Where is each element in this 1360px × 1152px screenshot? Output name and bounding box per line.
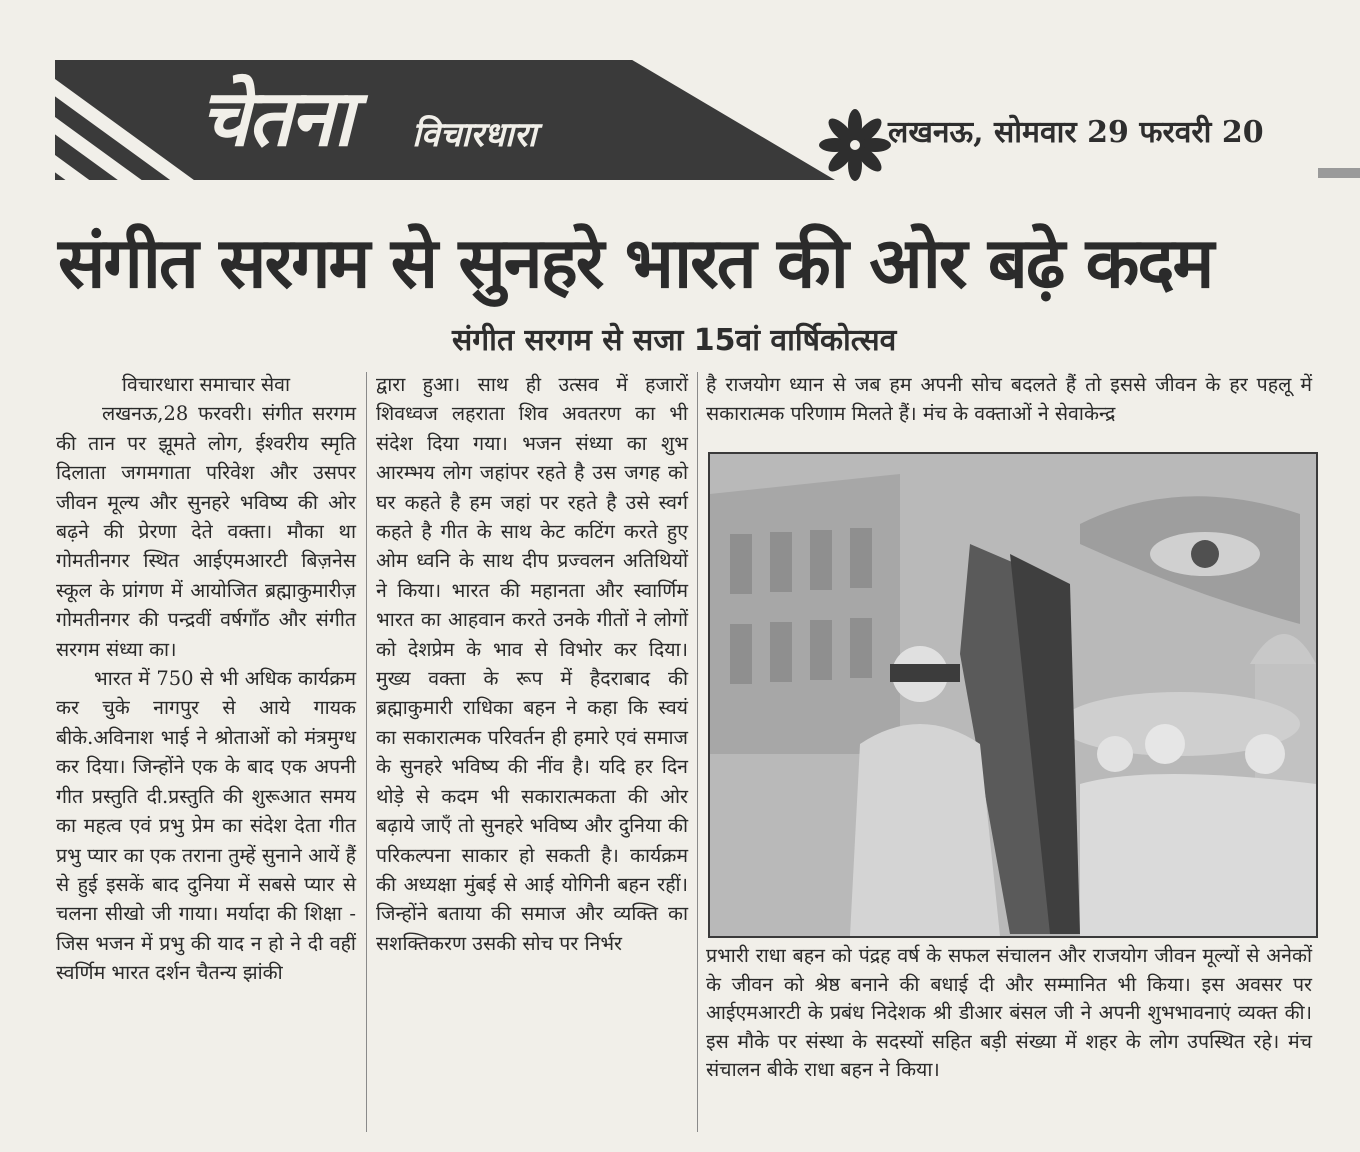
article-column-2 bbox=[376, 370, 688, 958]
article-column-1 bbox=[56, 370, 356, 988]
column-rule-1 bbox=[366, 372, 367, 1132]
paragraph-2: भारत में 750 से भी अधिक कार्यक्रम कर चुके नागपुर से आये गायक बीके.अविनाश भाई ने श्रोताओं को मंत्रमुग्ध कर दिया। जिन्होंने एक के बाद एक अपनी गीत प्रस्तुति दी.प्रस्तुति की शुरूआत समय का महत्व एवं प्रभु प्रेम का संदेश देता गीत प्रभु प्यार का एक तराना तुम्हें सुनाने आयें हैं से हुई इसकें बाद दुनिया में सबसे प्यार से चलना सीखो जी गाया। मर्यादा की शिक्षा - जिस भजन में प्रभु की याद न हो ने दी वहीं स्वर्णिम भारत दर्शन चैतन्य झांकी bbox=[56, 667, 356, 985]
column-rule-2 bbox=[697, 372, 698, 1132]
corner-mark bbox=[1318, 168, 1360, 178]
headline: संगीत सरगम से सुनहरे भारत की ओर बढ़े कदम bbox=[58, 222, 1213, 304]
paragraph-4: है राजयोग ध्यान से जब हम अपनी सोच बदलते हैं तो इससे जीवन के हर पहलू में सकारात्मक परिणाम मिलते हैं। मंच के वक्ताओं ने सेवाकेन्द्र bbox=[706, 373, 1312, 426]
header-stripes bbox=[55, 60, 205, 180]
subheadline: संगीत सरगम से सजा 15वां वार्षिकोत्सव bbox=[452, 323, 897, 358]
brand-title: चेतना bbox=[200, 74, 352, 164]
flower-icon bbox=[818, 108, 892, 182]
article-column-3-bottom bbox=[706, 942, 1312, 1085]
paragraph-5: प्रभारी राधा बहन को पंद्रह वर्ष के सफल संचालन और राजयोग जीवन मूल्यों से अनेकों के जीवन को श्रेष्ठ बनाने की बधाई दी और सम्मानित भी किया। इस अवसर पर आईएमआरटी के प्रबंध निदेशक श्री डीआर बंसल जी ने अपनी शुभभावनाएं व्यक्त की। इस मौके पर संस्था के सदस्यों सहित बड़ी संख्या में शहर के लोग उपस्थित रहे। मंच संचालन बीके राधा बहन ने किया। bbox=[706, 944, 1312, 1081]
photo-illustration bbox=[710, 454, 1316, 936]
event-photo bbox=[708, 452, 1318, 938]
paragraph-1: लखनऊ,28 फरवरी। संगीत सरगम की तान पर झूमते लोग, ईश्वरीय स्मृति दिलाता जगमगाता परिवेश और उसपर जीवन मूल्य और सुनहरे भविष्य की ओर बढ़ने की प्रेरणा देते वक्ता। मौका था गोमतीनगर स्थित आईएमआरटी बिज़नेस स्कूल के प्रांगण में आयोजित ब्रह्माकुमारीज़ गोमतीनगर की पन्द्रवीं वर्षगाँठ और संगीत सरगम संध्या का। bbox=[56, 402, 356, 661]
brand-subtitle: विचारधारा bbox=[412, 115, 537, 155]
dateline: लखनऊ, सोमवार 29 फरवरी 20 bbox=[888, 115, 1264, 150]
article-column-3-top bbox=[706, 370, 1312, 429]
paragraph-3: द्वारा हुआ। साथ ही उत्सव में हजारों शिवध्वज लहराता शिव अवतरण का भी संदेश दिया गया। भजन संध्या का शुभ आरम्भय लोग जहांपर रहते है उस जगह को घर कहते है हम जहां पर रहते है उसे स्वर्ग कहते है गीत के साथ केट कटिंग करते हुए ओम ध्वनि के साथ दीप प्रज्वलन अतिथियों ने किया। भारत की महानता और स्वार्णिम भारत का आहवान करते उनके गीतों ने लोगों को देशप्रेम के भाव से विभोर कर दिया। मुख्य वक्ता के रूप में हैदराबाद की ब्रह्माकुमारी राधिका बहन ने कहा कि स्वयं का सकारात्मक परिवर्तन ही हमारे एवं समाज के सुनहरे भविष्य की नींव है। यदि हर दिन थोड़े से कदम भी सकारात्मकता की ओर बढ़ाये जाएँ तो सुनहरे भविष्य और दुनिया की परिकल्पना साकार हो सकती है। कार्यक्रम की अध्यक्षा मुंबई से आई योगिनी बहन रहीं। जिन्होंने बताया की समाज और व्यक्ति का सशक्तिकरण उसकी सोच पर निर्भर bbox=[376, 373, 688, 955]
byline: विचारधारा समाचार सेवा bbox=[121, 373, 291, 396]
